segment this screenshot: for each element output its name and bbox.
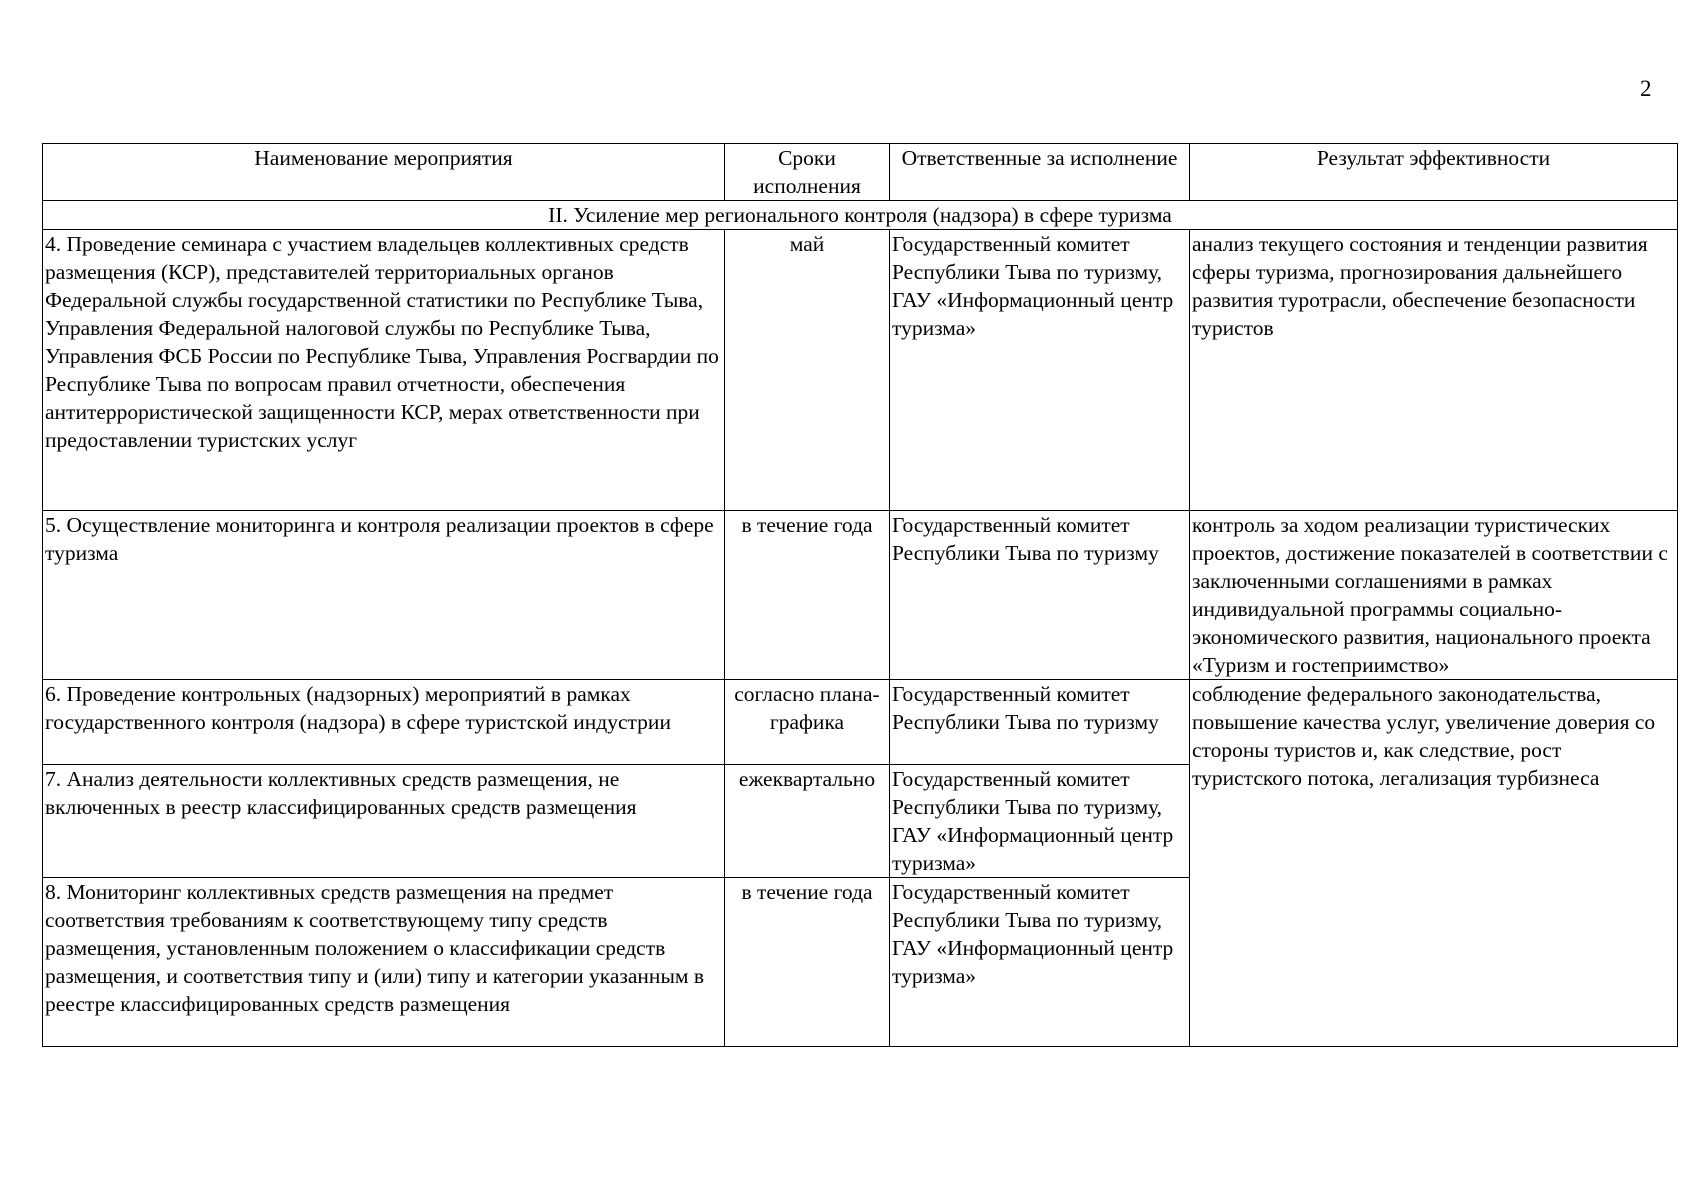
row-term: в течение года <box>725 878 890 1047</box>
row-responsible: Государственный комитет Республики Тыва по туризму, ГАУ «Информационный центр туризма» <box>890 765 1190 878</box>
table-row <box>43 230 1678 511</box>
row-term: ежеквартально <box>725 765 890 878</box>
row-name: 6. Проведение контрольных (надзорных) мероприятий в рамках государственного контроля (надзора) в сфере туристской индустрии <box>43 680 725 765</box>
header-responsible: Ответственные за исполнение <box>890 144 1190 201</box>
section-title: II. Усиление мер регионального контроля (надзора) в сфере туризма <box>43 201 1678 230</box>
header-result: Результат эффективности <box>1190 144 1678 201</box>
row-term: май <box>725 230 890 511</box>
row-name: 8. Мониторинг коллективных средств размещения на предмет соответствия требованиям к соответствующему типу средств размещения, установленным положением о классификации средств размещения, и соответствия типу и (или) типу и категории указанным в реестре классифицированных средств размещения <box>43 878 725 1047</box>
table-row <box>43 680 1678 765</box>
row-responsible: Государственный комитет Республики Тыва по туризму, ГАУ «Информационный центр туризма» <box>890 230 1190 511</box>
table-row <box>43 511 1678 680</box>
row-name: 5. Осуществление мониторинга и контроля реализации проектов в сфере туризма <box>43 511 725 680</box>
row-result: анализ текущего состояния и тенденции развития сферы туризма, прогнозирования дальнейшего развития туротрасли, обеспечение безопасности туристов <box>1190 230 1678 511</box>
table-header-row <box>43 144 1678 201</box>
row-name: 7. Анализ деятельности коллективных средств размещения, не включенных в реестр классифицированных средств размещения <box>43 765 725 878</box>
row-result: соблюдение федерального законодательства, повышение качества услуг, увеличение доверия со стороны туристов и, как следствие, рост туристского потока, легализация турбизнеса <box>1190 680 1678 1047</box>
header-term: Сроки исполнения <box>725 144 890 201</box>
events-plan-table <box>42 143 1678 1047</box>
row-responsible: Государственный комитет Республики Тыва по туризму, ГАУ «Информационный центр туризма» <box>890 878 1190 1047</box>
page-number: 2 <box>1640 76 1652 101</box>
row-name: 4. Проведение семинара с участием владельцев коллективных средств размещения (КСР), представителей территориальных органов Федеральной службы государственной статистики по Республике Тыва, Управления Федеральной налоговой службы по Республике Тыва, Управления ФСБ России по Республике Тыва, Управления Росгвардии по Республике Тыва по вопросам правил отчетности, обеспечения антитеррористической защищенности КСР, мерах ответственности при предоставлении туристских услуг <box>43 230 725 511</box>
row-term: согласно плана-графика <box>725 680 890 765</box>
row-result: контроль за ходом реализации туристических проектов, достижение показателей в соответствии с заключенными соглашениями в рамках индивидуальной программы социально-экономического развития, национального проекта «Туризм и гостеприимство» <box>1190 511 1678 680</box>
row-term: в течение года <box>725 511 890 680</box>
row-responsible: Государственный комитет Республики Тыва по туризму <box>890 511 1190 680</box>
row-responsible: Государственный комитет Республики Тыва по туризму <box>890 680 1190 765</box>
section-row <box>43 201 1678 230</box>
header-name: Наименование мероприятия <box>43 144 725 201</box>
